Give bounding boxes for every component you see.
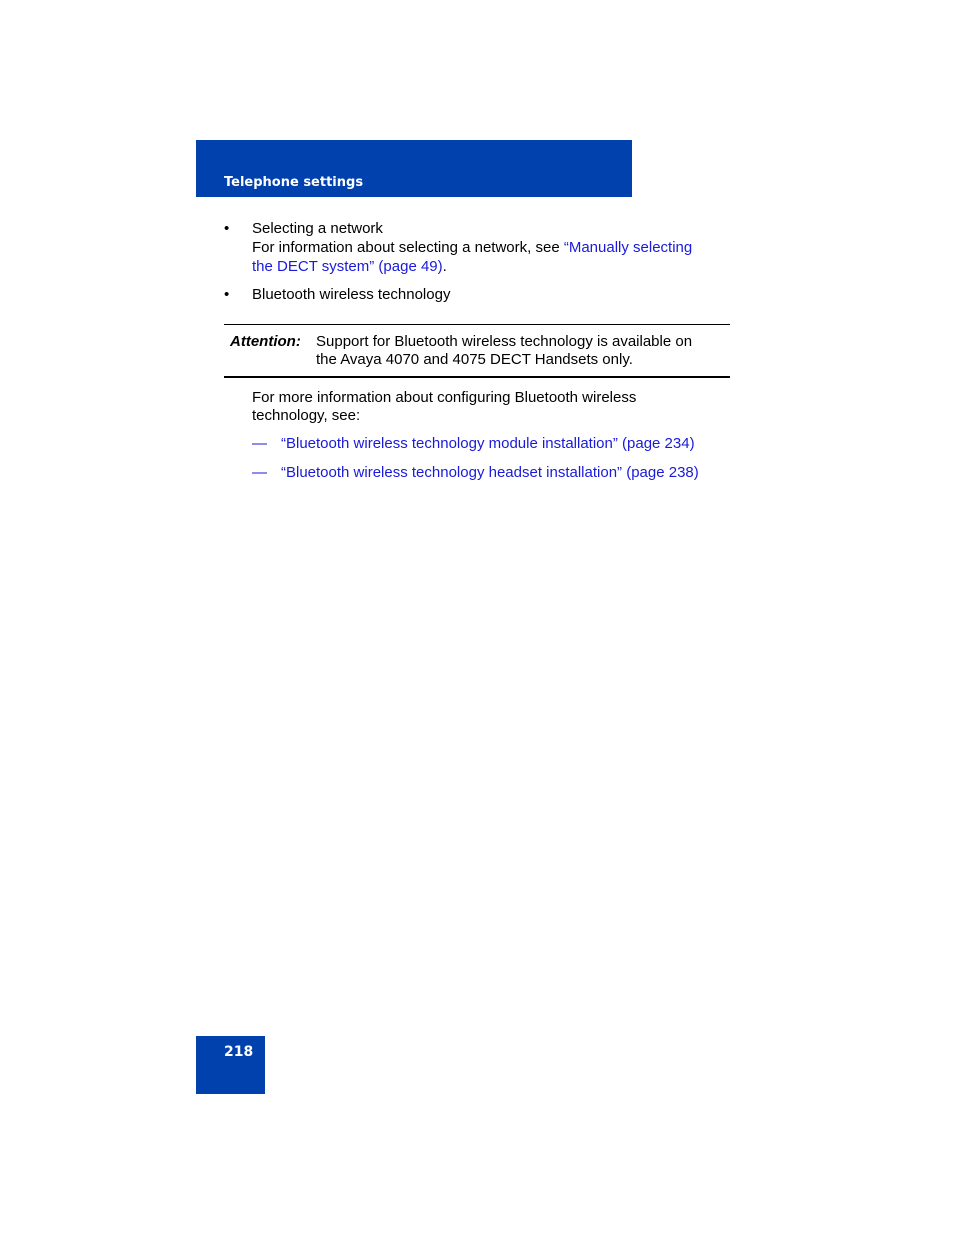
- page-number: 218: [224, 1044, 254, 1060]
- bluetooth-module-installation-link[interactable]: “Bluetooth wireless technology module installation” (page 234): [281, 435, 695, 452]
- more-info-text: For more information about configuring Bluetooth wireless: [252, 389, 637, 406]
- list-item-info-line: [252, 238, 692, 257]
- bullet-marker: •: [224, 220, 230, 237]
- list-item-title: Selecting a network: [252, 220, 383, 237]
- dash-marker: —: [252, 435, 267, 452]
- attention-top-rule: [224, 324, 730, 325]
- attention-label: Attention:: [230, 333, 301, 350]
- more-info-text: technology, see:: [252, 407, 361, 424]
- section-header-bar: [196, 140, 632, 197]
- attention-text-line: Support for Bluetooth wireless technology is available on: [316, 333, 693, 350]
- dash-marker: —: [252, 464, 267, 481]
- list-item-info-line: [252, 257, 447, 276]
- bullet-marker: •: [224, 286, 230, 303]
- attention-text-line: the Avaya 4070 and 4075 DECT Handsets only.: [316, 351, 633, 368]
- info-suffix: .: [442, 258, 447, 275]
- list-item-title: Bluetooth wireless technology: [252, 286, 451, 303]
- attention-bottom-rule: [224, 376, 730, 378]
- info-text: For information about selecting a network, see: [252, 239, 564, 256]
- section-title: Telephone settings: [224, 175, 364, 190]
- page-number-box: [196, 1036, 265, 1094]
- manually-selecting-dect-link-cont[interactable]: the DECT system” (page 49): [252, 258, 443, 275]
- manually-selecting-dect-link[interactable]: “Manually selecting: [563, 239, 693, 256]
- bluetooth-headset-installation-link[interactable]: “Bluetooth wireless technology headset installation” (page 238): [281, 464, 699, 481]
